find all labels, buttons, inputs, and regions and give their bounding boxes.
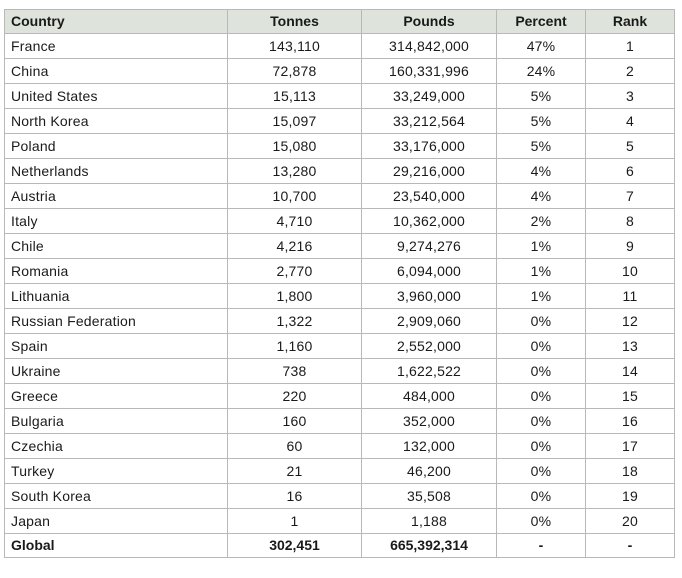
cell-percent: 0% [497, 509, 586, 534]
cell-tonnes: 4,216 [228, 234, 362, 259]
cell-pounds: 314,842,000 [362, 34, 497, 59]
cell-country: Romania [5, 259, 228, 284]
header-percent: Percent [497, 10, 586, 34]
cell-rank: 18 [586, 459, 675, 484]
cell-rank: 13 [586, 334, 675, 359]
header-country: Country [5, 10, 228, 34]
cell-percent: 0% [497, 484, 586, 509]
cell-percent: 5% [497, 109, 586, 134]
table-row [5, 509, 675, 534]
cell-country: Spain [5, 334, 228, 359]
cell-tonnes: 15,080 [228, 134, 362, 159]
cell-pounds: 132,000 [362, 434, 497, 459]
footer-pounds: 665,392,314 [362, 534, 497, 558]
cell-country: South Korea [5, 484, 228, 509]
cell-country: Netherlands [5, 159, 228, 184]
cell-rank: 6 [586, 159, 675, 184]
header-tonnes: Tonnes [228, 10, 362, 34]
cell-percent: 1% [497, 234, 586, 259]
cell-pounds: 9,274,276 [362, 234, 497, 259]
cell-country: Japan [5, 509, 228, 534]
table-row [5, 159, 675, 184]
cell-rank: 7 [586, 184, 675, 209]
cell-country: North Korea [5, 109, 228, 134]
cell-pounds: 29,216,000 [362, 159, 497, 184]
table-row [5, 284, 675, 309]
cell-tonnes: 143,110 [228, 34, 362, 59]
table-body [5, 34, 675, 534]
table-row [5, 334, 675, 359]
cell-percent: 0% [497, 334, 586, 359]
cell-rank: 9 [586, 234, 675, 259]
cell-rank: 16 [586, 409, 675, 434]
table-row [5, 259, 675, 284]
cell-pounds: 3,960,000 [362, 284, 497, 309]
cell-percent: 0% [497, 409, 586, 434]
cell-pounds: 6,094,000 [362, 259, 497, 284]
cell-country: Austria [5, 184, 228, 209]
cell-percent: 1% [497, 284, 586, 309]
cell-tonnes: 4,710 [228, 209, 362, 234]
cell-tonnes: 1,160 [228, 334, 362, 359]
cell-tonnes: 2,770 [228, 259, 362, 284]
cell-pounds: 352,000 [362, 409, 497, 434]
cell-tonnes: 13,280 [228, 159, 362, 184]
cell-rank: 2 [586, 59, 675, 84]
cell-percent: 0% [497, 434, 586, 459]
cell-percent: 5% [497, 134, 586, 159]
cell-percent: 4% [497, 184, 586, 209]
cell-tonnes: 1,322 [228, 309, 362, 334]
cell-tonnes: 16 [228, 484, 362, 509]
table-row [5, 34, 675, 59]
cell-percent: 47% [497, 34, 586, 59]
cell-country: France [5, 34, 228, 59]
header-row [5, 10, 675, 34]
cell-percent: 0% [497, 359, 586, 384]
footer-percent: - [497, 534, 586, 558]
cell-rank: 4 [586, 109, 675, 134]
table-row [5, 84, 675, 109]
cell-country: Lithuania [5, 284, 228, 309]
cell-tonnes: 72,878 [228, 59, 362, 84]
cell-pounds: 2,909,060 [362, 309, 497, 334]
table-row [5, 434, 675, 459]
header-rank: Rank [586, 10, 675, 34]
cell-tonnes: 1 [228, 509, 362, 534]
table-row [5, 309, 675, 334]
cell-percent: 1% [497, 259, 586, 284]
cell-country: Ukraine [5, 359, 228, 384]
cell-pounds: 160,331,996 [362, 59, 497, 84]
cell-tonnes: 15,097 [228, 109, 362, 134]
cell-pounds: 33,212,564 [362, 109, 497, 134]
cell-tonnes: 10,700 [228, 184, 362, 209]
cell-country: Greece [5, 384, 228, 409]
cell-country: United States [5, 84, 228, 109]
table-row [5, 109, 675, 134]
cell-country: Poland [5, 134, 228, 159]
table-row [5, 184, 675, 209]
cell-rank: 19 [586, 484, 675, 509]
cell-country: Italy [5, 209, 228, 234]
cell-tonnes: 60 [228, 434, 362, 459]
header-pounds: Pounds [362, 10, 497, 34]
table-container [4, 9, 675, 558]
cell-country: Russian Federation [5, 309, 228, 334]
cell-rank: 11 [586, 284, 675, 309]
footer-rank: - [586, 534, 675, 558]
cell-rank: 15 [586, 384, 675, 409]
cell-rank: 10 [586, 259, 675, 284]
cell-percent: 24% [497, 59, 586, 84]
table-row [5, 234, 675, 259]
sugar-production-table [4, 9, 675, 558]
cell-pounds: 1,188 [362, 509, 497, 534]
footer-country: Global [5, 534, 228, 558]
footer-row [5, 534, 675, 558]
cell-percent: 0% [497, 309, 586, 334]
cell-pounds: 1,622,522 [362, 359, 497, 384]
cell-pounds: 46,200 [362, 459, 497, 484]
cell-tonnes: 738 [228, 359, 362, 384]
cell-tonnes: 15,113 [228, 84, 362, 109]
table-row [5, 484, 675, 509]
cell-percent: 2% [497, 209, 586, 234]
cell-country: Chile [5, 234, 228, 259]
cell-rank: 17 [586, 434, 675, 459]
table-row [5, 384, 675, 409]
cell-tonnes: 1,800 [228, 284, 362, 309]
cell-rank: 20 [586, 509, 675, 534]
cell-pounds: 33,249,000 [362, 84, 497, 109]
cell-pounds: 2,552,000 [362, 334, 497, 359]
table-row [5, 134, 675, 159]
footer-tonnes: 302,451 [228, 534, 362, 558]
cell-percent: 0% [497, 384, 586, 409]
cell-tonnes: 160 [228, 409, 362, 434]
cell-country: Bulgaria [5, 409, 228, 434]
cell-rank: 1 [586, 34, 675, 59]
cell-pounds: 35,508 [362, 484, 497, 509]
cell-rank: 14 [586, 359, 675, 384]
cell-rank: 5 [586, 134, 675, 159]
cell-pounds: 33,176,000 [362, 134, 497, 159]
cell-country: Czechia [5, 434, 228, 459]
cell-tonnes: 220 [228, 384, 362, 409]
cell-tonnes: 21 [228, 459, 362, 484]
cell-pounds: 23,540,000 [362, 184, 497, 209]
cell-percent: 5% [497, 84, 586, 109]
cell-percent: 4% [497, 159, 586, 184]
table-row [5, 359, 675, 384]
cell-country: Turkey [5, 459, 228, 484]
cell-rank: 3 [586, 84, 675, 109]
cell-percent: 0% [497, 459, 586, 484]
cell-pounds: 10,362,000 [362, 209, 497, 234]
cell-country: China [5, 59, 228, 84]
cell-rank: 12 [586, 309, 675, 334]
table-row [5, 59, 675, 84]
cell-pounds: 484,000 [362, 384, 497, 409]
table-row [5, 459, 675, 484]
table-row [5, 209, 675, 234]
cell-rank: 8 [586, 209, 675, 234]
table-row [5, 409, 675, 434]
